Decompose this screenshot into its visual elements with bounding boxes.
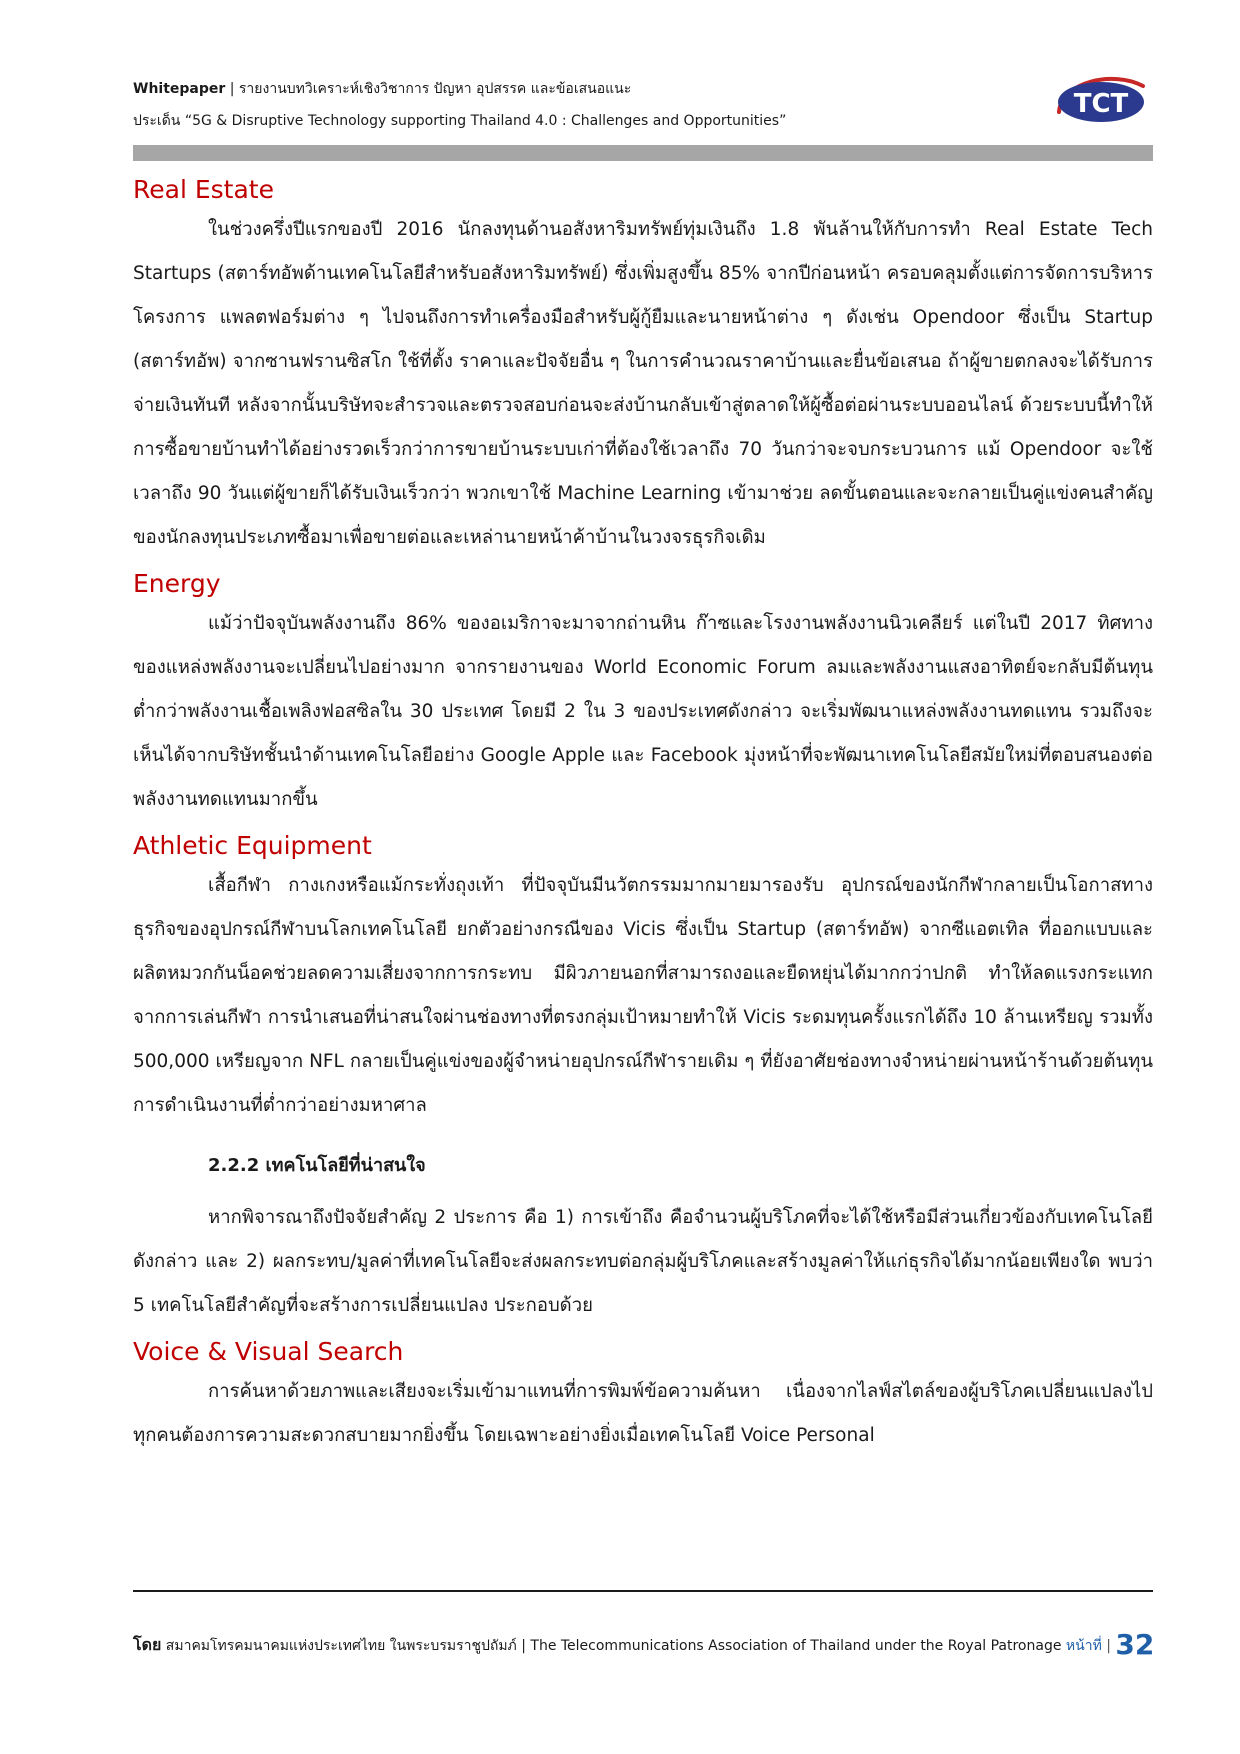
page-content xyxy=(133,172,1153,1458)
section-body-energy: แม้ว่าปัจจุบันพลังงานถึง 86% ของอเมริกาจะมาจากถ่านหิน ก๊าซและโรงงานพลังงานนิวเคลียร์ แต่ในปี 2017 ทิศทางของแหล่งพลังงานจะเปลี่ยนไปอย่างมาก จากรายงานของ World Economic Forum ลมและพลังงานแสงอาทิตย์จะกลับมีต้นทุนต่ำกว่าพลังงานเชื้อเพลิงฟอสซิลใน 30 ประเทศ โดยมี 2 ใน 3 ของประเทศดังกล่าว จะเริ่มพัฒนาแหล่งพลังงานทดแทน รวมถึงจะเห็นได้จากบริษัทชั้นนำด้านเทคโนโลยีอย่าง Google Apple และ Facebook มุ่งหน้าที่จะพัฒนาเทคโนโลยีสมัยใหม่ที่ตอบสนองต่อพลังงานทดแทนมากขึ้น xyxy=(133,613,1153,810)
page-header xyxy=(133,78,1153,132)
section-title-energy: Energy xyxy=(133,569,221,598)
section-body-athletic: เสื้อกีฬา กางเกงหรือแม้กระทั่งถุงเท้า ที่ปัจจุบันมีนวัตกรรมมากมายมารองรับ อุปกรณ์ของนักกีฬากลายเป็นโอกาสทางธุรกิจของอุปกรณ์กีฬาบนโลกเทคโนโลยี ยกตัวอย่างกรณีของ Vicis ซึ่งเป็น Startup (สตาร์ทอัพ) จากซีแอตเทิล ที่ออกแบบและผลิตหมวกกันน็อคช่วยลดความเสี่ยงจากการกระทบ มีผิวภายนอกที่สามารถงอและยืดหยุ่นได้มากกว่าปกติ ทำให้ลดแรงกระแทกจากการเล่นกีฬา การนำเสนอที่น่าสนใจผ่านช่องทางที่ตรงกลุ่มเป้าหมายทำให้ Vicis ระดมทุนครั้งแรกได้ถึง 10 ล้านเหรียญ รวมทั้ง 500,000 เหรียญจาก NFL กลายเป็นคู่แข่งของผู้จำหน่ายอุปกรณ์กีฬารายเดิม ๆ ที่ยังอาศัยช่องทางจำหน่ายผ่านหน้าร้านด้วยต้นทุนการดำเนินงานที่ต่ำกว่าอย่างมหาศาล xyxy=(133,875,1153,1116)
subsection-body: หากพิจารณาถึงปัจจัยสำคัญ 2 ประการ คือ 1) การเข้าถึง คือจำนวนผู้บริโภคที่จะได้ใช้หรือมีส่วนเกี่ยวข้องกับเทคโนโลยีดังกล่าว และ 2) ผลกระทบ/มูลค่าที่เทคโนโลยีจะส่งผลกระทบต่อกลุ่มผู้บริโภคและสร้างมูลค่าให้แก่ธุรกิจได้มากน้อยเพียงใด พบว่า 5 เทคโนโลยีสำคัญที่จะสร้างการเปลี่ยนแปลง ประกอบด้วย xyxy=(133,1207,1153,1316)
section-title-athletic: Athletic Equipment xyxy=(133,831,372,860)
header-topic: ประเด็น “5G & Disruptive Technology supporting Thailand 4.0 : Challenges and Opportunities” xyxy=(133,113,787,129)
footer-org: สมาคมโทรคมนาคมแห่งประเทศไทย ในพระบรมราชูปถัมภ์ | The Telecommunications Association of Thailand under the Royal Patronage xyxy=(161,1638,1066,1654)
footer-divider xyxy=(133,1590,1153,1592)
section-energy xyxy=(133,566,1153,822)
header-divider-bar xyxy=(133,145,1153,161)
section-body-voice: การค้นหาด้วยภาพและเสียงจะเริ่มเข้ามาแทนที่การพิมพ์ข้อความค้นหา เนื่องจากไลฟ์สไตล์ของผู้บริโภคเปลี่ยนแปลงไป ทุกคนต้องการความสะดวกสบายมากยิ่งขึ้น โดยเฉพาะอย่างยิ่งเมื่อเทคโนโลยี Voice Personal xyxy=(133,1381,1153,1446)
section-voice-visual-search xyxy=(133,1334,1153,1458)
section-athletic-equipment xyxy=(133,828,1153,1128)
tct-logo xyxy=(1051,68,1151,132)
section-title-voice: Voice & Visual Search xyxy=(133,1337,404,1366)
footer-by: โดย xyxy=(133,1635,162,1654)
header-title: | รายงานบทวิเคราะห์เชิงวิชาการ ปัญหา อุปสรรค และข้อเสนอแนะ xyxy=(225,81,632,97)
page-number: 32 xyxy=(1115,1628,1155,1661)
header-brand: Whitepaper xyxy=(133,81,226,97)
subsection-interesting-technology xyxy=(133,1144,1153,1328)
subsection-title: 2.2.2 เทคโนโลยีที่น่าสนใจ xyxy=(208,1155,426,1176)
section-title-real-estate: Real Estate xyxy=(133,175,274,204)
tct-logo-text: TCT xyxy=(1073,89,1129,119)
section-body-real-estate: ในช่วงครึ่งปีแรกของปี 2016 นักลงทุนด้านอสังหาริมทรัพย์ทุ่มเงินถึง 1.8 พันล้านให้กับการทำ Real Estate Tech Startups (สตาร์ทอัพด้านเทคโนโลยีสำหรับอสังหาริมทรัพย์) ซึ่งเพิ่มสูงขึ้น 85% จากปีก่อนหน้า ครอบคลุมตั้งแต่การจัดการบริหารโครงการ แพลตฟอร์มต่าง ๆ ไปจนถึงการทำเครื่องมือสำหรับผู้กู้ยืมและนายหน้าต่าง ๆ ดังเช่น Opendoor ซึ่งเป็น Startup (สตาร์ทอัพ) จากซานฟรานซิสโก ใช้ที่ตั้ง ราคาและปัจจัยอื่น ๆ ในการคำนวณราคาบ้านและยื่นข้อเสนอ ถ้าผู้ขายตกลงจะได้รับการจ่ายเงินทันที หลังจากนั้นบริษัทจะสำรวจและตรวจสอบก่อนจะส่งบ้านกลับเข้าสู่ตลาดให้ผู้ซื้อต่อผ่านระบบออนไลน์ ด้วยระบบนี้ทำให้การซื้อขายบ้านทำได้อย่างรวดเร็วกว่าการขายบ้านระบบเก่าที่ต้องใช้เวลาถึง 70 วันกว่าจะจบกระบวนการ แม้ Opendoor จะใช้เวลาถึง 90 วันแต่ผู้ขายก็ได้รับเงินเร็วกว่า พวกเขาใช้ Machine Learning เข้ามาช่วย ลดขั้นตอนและจะกลายเป็นคู่แข่งคนสำคัญของนักลงทุนประเภทซื้อมาเพื่อขายต่อและเหล่านายหน้าค้าบ้านในวงจรธุรกิจเดิม xyxy=(133,219,1153,548)
section-real-estate xyxy=(133,172,1153,560)
footer-separator: | xyxy=(1101,1638,1116,1654)
header-title-line xyxy=(133,78,1153,100)
footer-page-label: หน้าที่ xyxy=(1065,1638,1102,1654)
page-footer xyxy=(133,1628,1155,1661)
